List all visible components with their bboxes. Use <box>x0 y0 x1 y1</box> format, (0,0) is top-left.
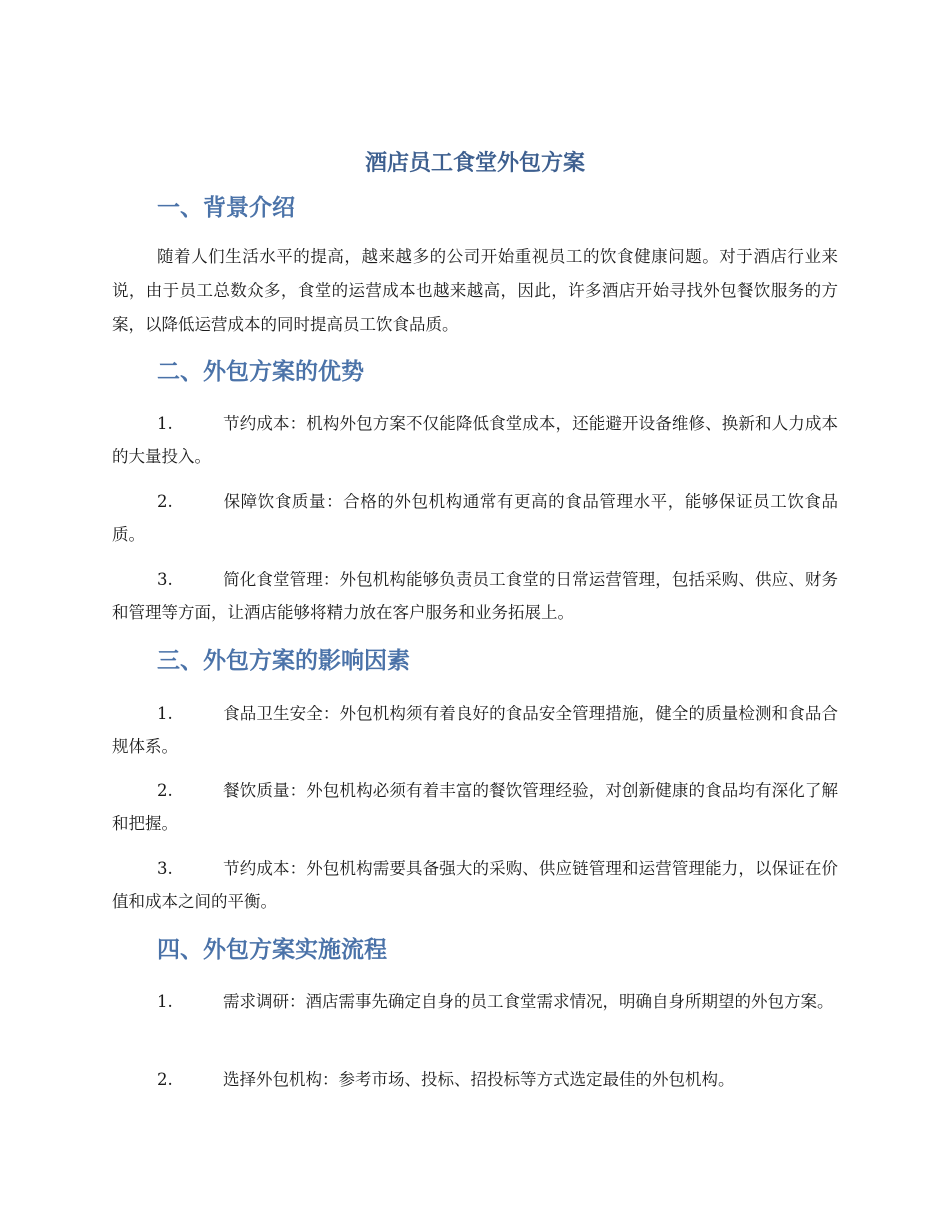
list-item-number: 3. <box>157 859 173 878</box>
list-item <box>112 985 838 1018</box>
list-item-number: 2. <box>157 1070 173 1089</box>
section-heading-factors: 三、外包方案的影响因素 <box>157 648 410 674</box>
list-item-number: 2. <box>157 781 173 800</box>
list-item-number: 1. <box>157 704 173 723</box>
list-item-number: 2. <box>157 492 173 511</box>
section-heading-process: 四、外包方案实施流程 <box>157 937 387 963</box>
list-item <box>112 485 838 551</box>
list-item <box>112 407 838 473</box>
section-heading-advantages: 二、外包方案的优势 <box>157 359 364 385</box>
list-item-text: 节约成本：外包机构需要具备强大的采购、供应链管理和运营管理能力，以保证在价值和成本之间的平衡。 <box>112 859 838 911</box>
list-item-number: 1. <box>157 414 173 433</box>
list-item-text: 需求调研：酒店需事先确定自身的员工食堂需求情况，明确自身所期望的外包方案。 <box>223 992 834 1011</box>
section-heading-background: 一、背景介绍 <box>157 195 295 221</box>
list-item <box>112 563 838 629</box>
background-paragraph: 随着人们生活水平的提高，越来越多的公司开始重视员工的饮食健康问题。对于酒店行业来说，由于员工总数众多，食堂的运营成本也越来越高，因此，许多酒店开始寻找外包餐饮服务的方案，以降低运营成本的同时提高员工饮食品质。 <box>112 247 838 334</box>
list-item-text: 餐饮质量：外包机构必须有着丰富的餐饮管理经验，对创新健康的食品均有深化了解和把握。 <box>112 781 838 833</box>
list-item-text: 简化食堂管理：外包机构能够负责员工食堂的日常运营管理，包括采购、供应、财务和管理等方面，让酒店能够将精力放在客户服务和业务拓展上。 <box>112 570 838 622</box>
list-item-number: 1. <box>157 992 173 1011</box>
list-item-text: 节约成本：机构外包方案不仅能降低食堂成本，还能避开设备维修、换新和人力成本的大量投入。 <box>112 414 838 466</box>
list-item <box>112 852 838 918</box>
list-item-text: 选择外包机构：参考市场、投标、招投标等方式选定最佳的外包机构。 <box>223 1070 735 1089</box>
document-title: 酒店员工食堂外包方案 <box>364 151 585 176</box>
list-item-number: 3. <box>157 570 173 589</box>
list-item <box>112 697 838 763</box>
list-item <box>112 1063 838 1096</box>
list-item <box>112 774 838 840</box>
list-item-text: 保障饮食质量：合格的外包机构通常有更高的食品管理水平，能够保证员工饮食品质。 <box>112 492 838 544</box>
list-item-text: 食品卫生安全：外包机构须有着良好的食品安全管理措施，健全的质量检测和食品合规体系。 <box>112 704 838 756</box>
